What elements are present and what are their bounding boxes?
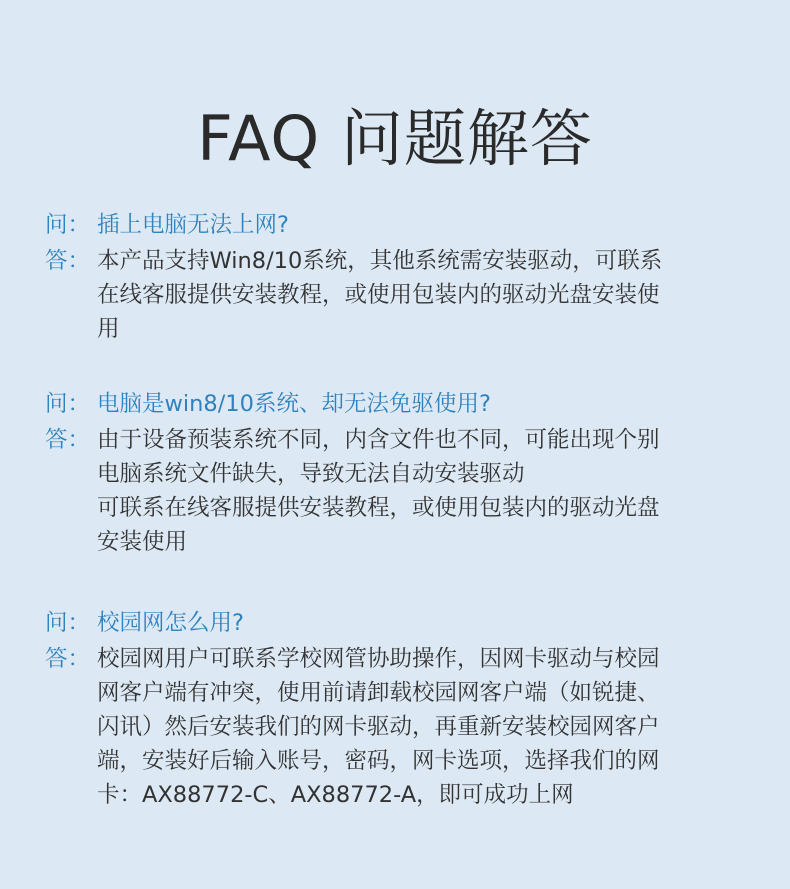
answer-row xyxy=(45,244,760,346)
question-text: 电脑是win8/10系统、却无法免驱使用? xyxy=(97,391,491,417)
answer-prefix: 答： xyxy=(45,646,91,672)
answer-line: 电脑系统文件缺失，导致无法自动安装驱动 xyxy=(97,461,525,487)
question-text: 插上电脑无法上网? xyxy=(97,212,289,238)
answer-line: 闪讯）然后安装我们的网卡驱动，再重新安装校园网客户 xyxy=(97,714,660,740)
page-title: FAQ 问题解答 xyxy=(197,101,593,175)
answer-text xyxy=(97,423,760,559)
answer-line: 校园网用户可联系学校网管协助操作，因网卡驱动与校园 xyxy=(97,646,660,672)
question-row xyxy=(45,387,760,421)
question-prefix: 问： xyxy=(45,212,91,238)
answer-row xyxy=(45,423,760,559)
answer-line: 用 xyxy=(97,316,120,342)
question-text: 校园网怎么用? xyxy=(97,610,244,636)
answer-line: 本产品支持Win8/10系统，其他系统需安装驱动，可联系 xyxy=(97,248,663,274)
answer-prefix: 答： xyxy=(45,248,91,274)
answer-line: 卡：AX88772-C、AX88772-A，即可成功上网 xyxy=(97,782,574,808)
question-prefix: 问： xyxy=(45,610,91,636)
answer-prefix: 答： xyxy=(45,427,91,453)
question-row xyxy=(45,208,760,242)
faq-item xyxy=(45,208,760,346)
question-row xyxy=(45,606,760,640)
answer-line: 由于设备预装系统不同，内含文件也不同，可能出现个别 xyxy=(97,427,660,453)
answer-line: 可联系在线客服提供安装教程，或使用包装内的驱动光盘 xyxy=(97,495,660,521)
faq-item xyxy=(45,387,760,559)
answer-line: 网客户端有冲突，使用前请卸载校园网客户端（如锐捷、 xyxy=(97,680,660,706)
answer-text xyxy=(97,642,760,812)
question-prefix: 问： xyxy=(45,391,91,417)
answer-line: 在线客服提供安装教程，或使用包装内的驱动光盘安装使 xyxy=(97,282,660,308)
answer-row xyxy=(45,642,760,812)
faq-item xyxy=(45,606,760,812)
answer-line: 安装使用 xyxy=(97,529,188,555)
answer-line: 端，安装好后输入账号，密码，网卡选项，选择我们的网 xyxy=(97,748,660,774)
answer-text xyxy=(97,244,760,346)
